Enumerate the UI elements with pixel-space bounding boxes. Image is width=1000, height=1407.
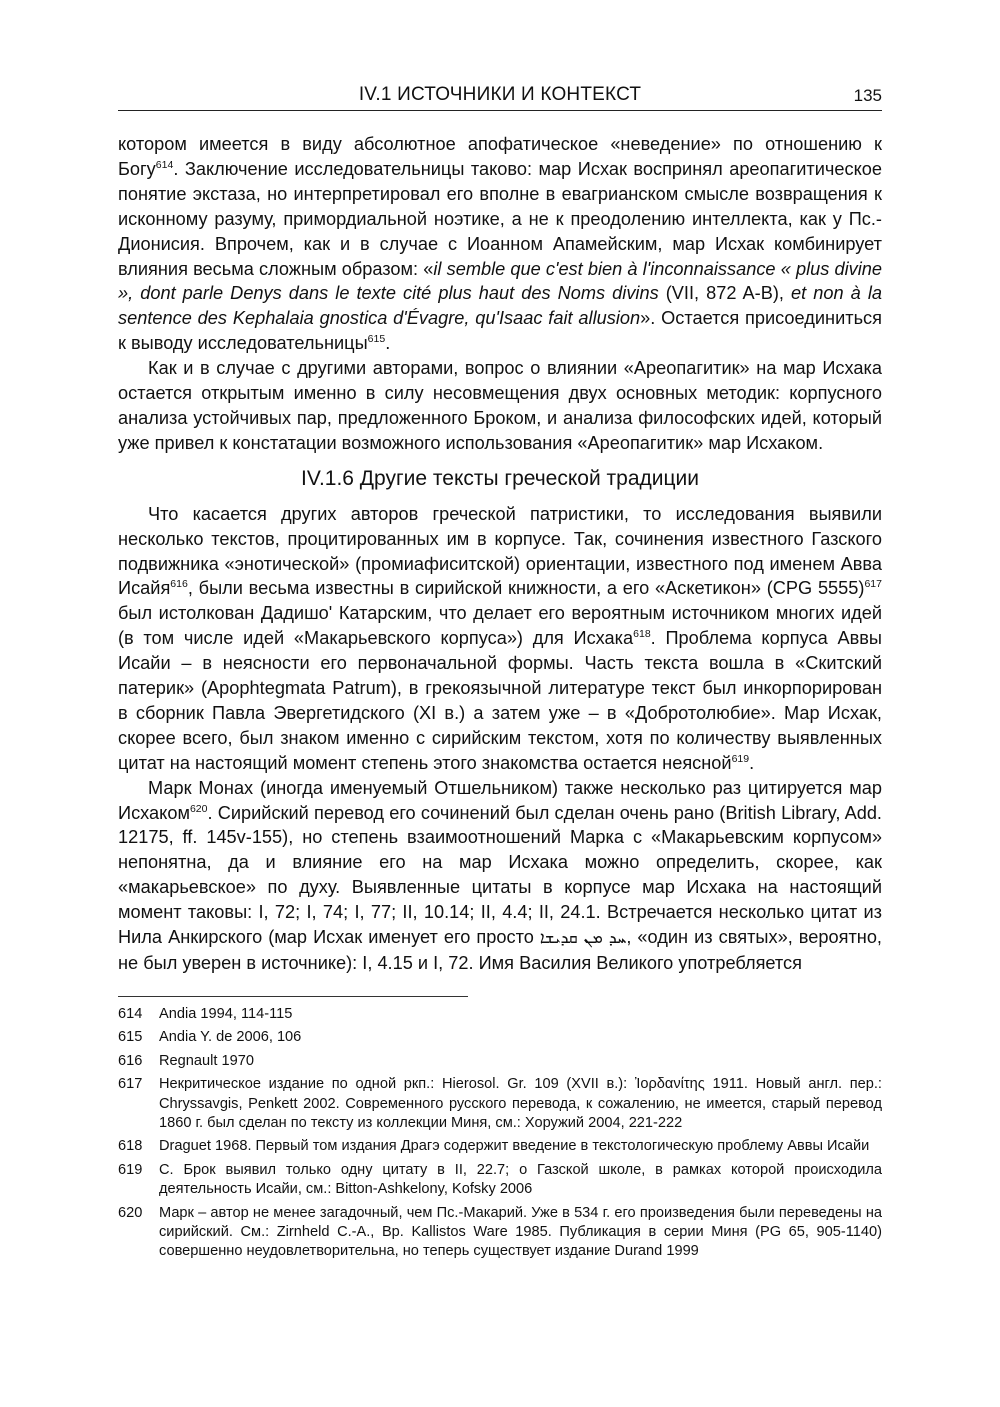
- footnote-text: С. Брок выявил только одну цитату в II, 22.7; о Газской школе, в рамках которой происходила деятельность Исайи, см.: Bitton-Ashkelony, Kofsky 2006: [159, 1161, 882, 1198]
- paragraph-1: [118, 132, 882, 356]
- footnote-ref: 617: [864, 578, 882, 591]
- footnote: [118, 1137, 882, 1156]
- footnotes: [118, 1005, 882, 1266]
- text-run: , были весьма известны в сирийской книжности, а его «Аскетикон» (CPG 5555): [187, 578, 865, 599]
- footnote: [118, 1028, 882, 1047]
- footnote-number: 615: [118, 1029, 143, 1046]
- footnote: [118, 1075, 882, 1133]
- footnote-text: Draguet 1968. Первый том издания Драгэ содержит введение в текстологическую проблему Аввы Исайи: [159, 1138, 870, 1155]
- text-run: . Заключение исследовательницы таково: мар Исхак воспринял ареопагитическое понятие экстаза, но интерпретировал его вполне в евагрианском смысле возвращения к исконному разуму, примордиальной ноэтике, а не к преодолению интеллекта, как у Пс.-Дионисия. Впрочем, как и в случае с Иоанном Апамейским, мар Исхак комбинирует влияния весьма сложным образом: «: [118, 158, 882, 279]
- text-run: был истолкован Дадишо' Катарским, что делает его вероятным источником многих идей (в том числе идей «Макарьевского корпуса») для Исхака: [118, 603, 882, 649]
- text-run: . Сирийский перевод его сочинений был сделан очень рано (British Library, Add. 12175, ff. 145v-155), но степень взаимоотношений Марка с «Макарьевским корпусом» непонятна, да и влияние его на мар Исхака можно определить, скорее, как «макарьевское» по духу. Выявленные цитаты в корпусе мар Исхака на настоящий момент таковы: I, 72; I, 74; I, 77; II, 10.14; II, 4.4; II, 24.1. Встречается несколько цитат из Нила Анкирского (мар Исхак именует его просто: [118, 802, 882, 948]
- text-run: . Проблема корпуса Аввы Исайи – в неясности его первоначальной формы. Часть текста вошла в «Скитский патерик» (Apophtegmata Patrum), в грекоязычной литературе текст был инкорпорирован в сборник Павла Эвергетидского (XI в.) а затем уже – в «Добротолюбие». Мар Исхак, скорее всего, был знаком именно с сирийским текстом, хотя по количеству выявленных цитат на настоящий момент степень этого знакомства остается неясной: [118, 628, 882, 773]
- french-quote: et non à la sentence des Kephalaia gnostica d'Évagre, qu'Isaac fait allusion: [118, 283, 883, 329]
- footnote-text: Andia Y. de 2006, 106: [159, 1029, 302, 1046]
- paragraph-2: Как и в случае с другими авторами, вопрос о влиянии «Ареопагитик» на мар Исхака остается открытым именно в силу несовмещения двух основных методик: корпусного анализа устойчивых пар, предложенного Броком, и анализа философских идей, который уже привел к констатации возможного использования «Ареопагитик» мар Исхаком.: [118, 358, 882, 453]
- footnote-number: 619: [118, 1161, 143, 1178]
- text-run: Марк Монах (иногда именуемый Отшельником) также несколько раз цитируется мар Исхаком: [118, 777, 882, 823]
- page-number: 135: [853, 86, 882, 105]
- footnote-text: Некритическое издание по одной ркп.: Hierosol. Gr. 109 (XVII в.): Ἰορδανίτης 1911. Новый англ. пер.: Chryssavgis, Penkett 2002. Современного русского перевода, к сожалению, не имеется, старый перевод 1860 г. был сделан по тексту из коллекции Миня, см.: Хоружий 2004, 221-222: [159, 1076, 882, 1132]
- syriac-phrase: ܚܕ ܡܢ ܩܕܝܫܐ: [539, 928, 627, 948]
- text-run: котором имеется в виду абсолютное апофатическое «неведение» по отношению к Богу: [118, 134, 882, 179]
- paragraph-4: [118, 776, 882, 976]
- text-run: .: [385, 333, 391, 354]
- text-run: , «один из святых», вероятно, не был уверен в источнике): I, 4.15 и I, 72. Имя Василия Великого употребляется: [118, 927, 882, 973]
- running-title: IV.1 ИСТОЧНИКИ И КОНТЕКСТ: [358, 84, 642, 105]
- footnote-ref: 616: [170, 578, 188, 591]
- text-run: Что касается других авторов греческой патристики, то исследования выявили несколько текстов, процитированных им в корпусе. Так, сочинения известного Газского подвижника «энотической» (промиафиситской) ориентации, известного под именем Авва Исайя: [118, 503, 882, 599]
- main-text: [118, 132, 882, 976]
- footnote-number: 620: [118, 1204, 143, 1221]
- footnote-ref: 618: [633, 628, 651, 641]
- footnote: [118, 1052, 882, 1071]
- french-quote: il semble que c'est bien à l'inconnaissance « plus divine », dont parle Denys dans le texte cité plus haut des Noms divins: [118, 258, 882, 304]
- footnote-text: Марк – автор не менее загадочный, чем Пс.-Макарий. Уже в 534 г. его произведения были переведены на сирийский. См.: Zirnheld C.-A., Bp. Kallistos Ware 1985. Публикация в серии Миня (PG 65, 905-1140) совершенно неудовлетворительна, но теперь существует издание Durand 1999: [159, 1204, 882, 1260]
- footnote-separator: [118, 996, 468, 997]
- footnote-text: Andia 1994, 114-115: [159, 1006, 293, 1022]
- footnote: [118, 1005, 882, 1024]
- footnote-ref: 615: [367, 333, 386, 346]
- text-run: .: [749, 752, 755, 773]
- running-header: [118, 78, 882, 111]
- footnote-number: 614: [118, 1006, 143, 1022]
- footnote-number: 618: [118, 1138, 143, 1155]
- text-run: ». Остается присоединиться к выводу исследовательницы: [118, 308, 882, 354]
- footnote-ref: 619: [731, 752, 750, 765]
- section-heading: IV.1.6 Другие тексты греческой традиции: [301, 466, 699, 490]
- footnote: [118, 1161, 882, 1200]
- footnote-text: Regnault 1970: [159, 1052, 254, 1069]
- footnote-number: 617: [118, 1076, 143, 1093]
- footnote-number: 616: [118, 1052, 143, 1069]
- paragraph-3: [118, 502, 882, 776]
- footnote-ref: 620: [189, 802, 208, 815]
- footnote: [118, 1204, 882, 1262]
- footnote-ref: 614: [155, 158, 174, 171]
- text-run: (VII, 872 A-B),: [658, 283, 792, 304]
